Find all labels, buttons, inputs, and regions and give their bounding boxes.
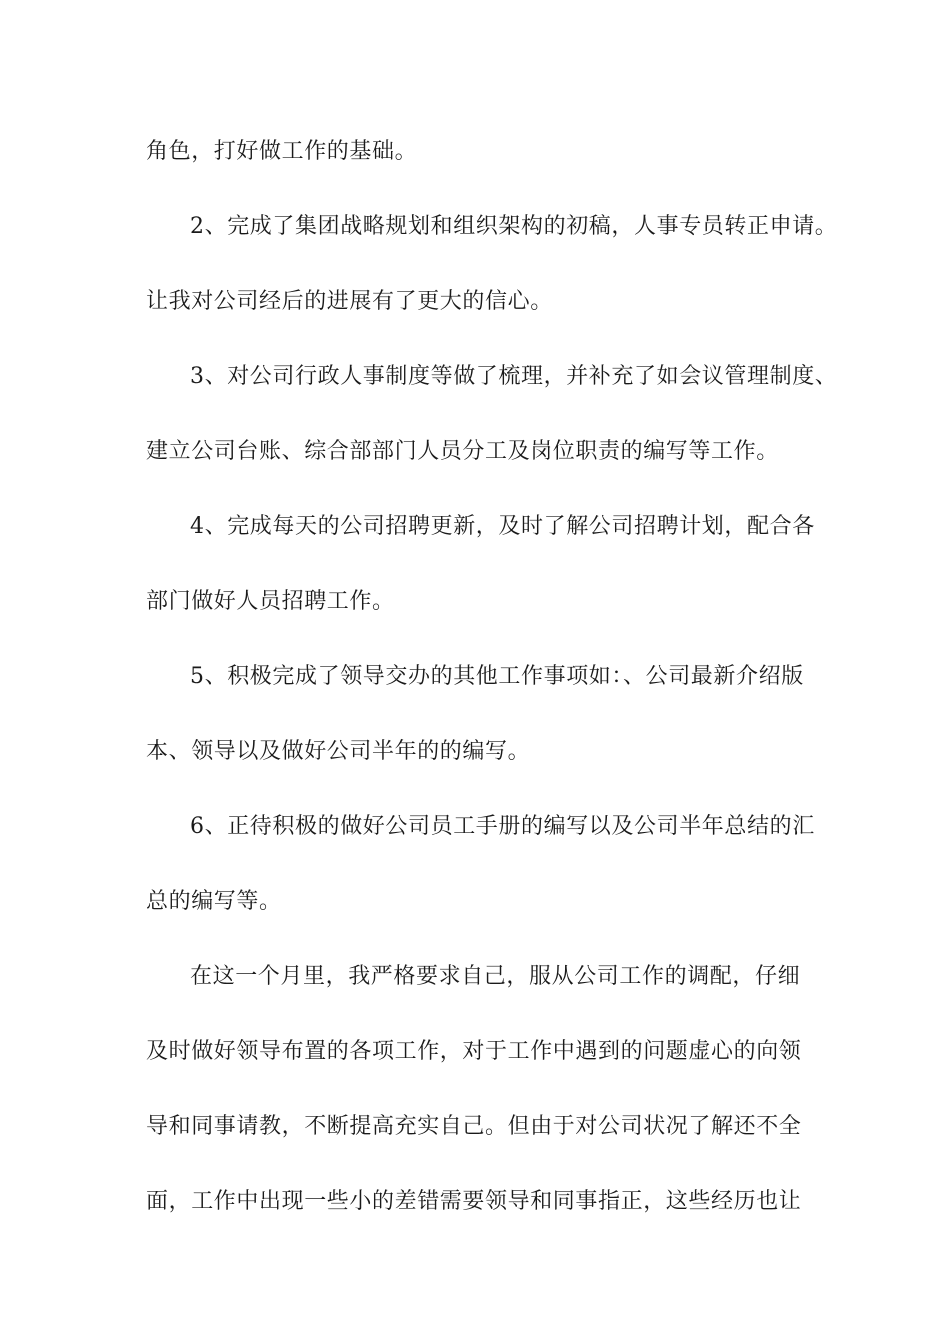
text-line: 部门做好人员招聘工作。 bbox=[146, 589, 395, 614]
list-item-6: 6、正待积极的做好公司员工手册的编写以及公司半年总结的汇 bbox=[190, 814, 815, 839]
list-item-5: 5、积极完成了领导交办的其他工作事项如：、公司最新介绍版 bbox=[190, 664, 804, 689]
text-line: 面，工作中出现一些小的差错需要领导和同事指正，这些经历也让 bbox=[146, 1189, 802, 1214]
text-line: 本、领导以及做好公司半年的的编写。 bbox=[146, 739, 531, 764]
text-line: 总的编写等。 bbox=[146, 889, 282, 914]
list-item-4: 4、完成每天的公司招聘更新，及时了解公司招聘计划，配合各 bbox=[190, 514, 815, 539]
text-line: 及时做好领导布置的各项工作，对于工作中遇到的问题虚心的向领 bbox=[146, 1039, 802, 1064]
text-line: 建立公司台账、综合部部门人员分工及岗位职责的编写等工作。 bbox=[146, 439, 779, 464]
text-line: 导和同事请教，不断提高充实自己。但由于对公司状况了解还不全 bbox=[146, 1114, 802, 1139]
text-line: 让我对公司经后的进展有了更大的信心。 bbox=[146, 289, 553, 314]
text-line: 角色，打好做工作的基础。 bbox=[146, 139, 418, 164]
list-item-2: 2、完成了集团战略规划和组织架构的初稿，人事专员转正申请。 bbox=[190, 214, 838, 239]
list-item-3: 3、对公司行政人事制度等做了梳理，并补充了如会议管理制度、 bbox=[190, 364, 838, 389]
paragraph-start: 在这一个月里，我严格要求自己，服从公司工作的调配，仔细 bbox=[190, 964, 801, 989]
